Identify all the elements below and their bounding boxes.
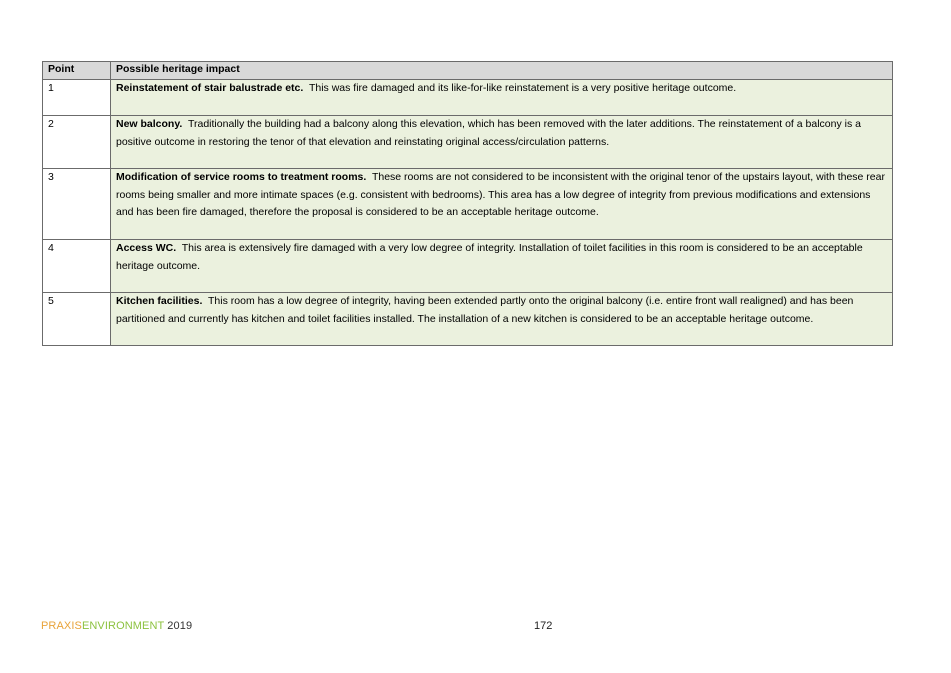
impact-lead: Reinstatement of stair balustrade etc. <box>116 82 304 94</box>
column-header-impact: Possible heritage impact <box>111 62 893 80</box>
impact-text: These rooms are not considered to be inconsistent with the original tenor of the upstairs layout, with these rear rooms being smaller and more intimate spaces (e.g. consistent with bedrooms). This area has a low degree of integrity from previous modifications and extensions and has been fire damaged, therefore the proposal is considered to be an acceptable heritage outcome. <box>116 171 885 218</box>
page-number: 172 <box>534 620 553 632</box>
impact-lead: New balcony. <box>116 118 183 130</box>
impact-text: This area is extensively fire damaged with a very low degree of integrity. Installation of toilet facilities in this room is considered to be an acceptable heritage outcome. <box>116 242 863 272</box>
footer-year: 2019 <box>167 620 193 632</box>
point-cell: 1 <box>43 80 111 116</box>
impact-cell <box>111 169 893 240</box>
brand-name-part-praxis: PRAXIS <box>41 620 82 632</box>
table-row <box>43 240 893 293</box>
impact-text: This was fire damaged and its like-for-like reinstatement is a very positive heritage outcome. <box>308 82 737 94</box>
impact-cell <box>111 80 893 116</box>
table-header-row <box>43 62 893 80</box>
point-cell: 2 <box>43 116 111 169</box>
brand-name-part-environment: ENVIRONMENT <box>81 620 165 632</box>
impact-text: Traditionally the building had a balcony along this elevation, which has been removed with the later additions. The reinstatement of a balcony is a positive outcome in restoring the tenor of that elevation and reinstating original access/circulation patterns. <box>116 118 861 148</box>
point-cell: 5 <box>43 293 111 346</box>
impact-lead: Kitchen facilities. <box>116 295 203 307</box>
column-header-point: Point <box>43 62 111 80</box>
impact-cell <box>111 293 893 346</box>
impact-lead: Access WC. <box>116 242 177 254</box>
impact-text: This room has a low degree of integrity, having been extended partly onto the original balcony (i.e. entire front wall realigned) and has been partitioned and currently has kitchen and toilet facilities installed. The installation of a new kitchen is considered to be an acceptable heritage outcome. <box>116 295 854 325</box>
table-row <box>43 293 893 346</box>
impact-cell <box>111 240 893 293</box>
impact-cell <box>111 116 893 169</box>
footer-brand <box>41 620 192 632</box>
table-row <box>43 80 893 116</box>
table-row <box>43 116 893 169</box>
table-row <box>43 169 893 240</box>
heritage-impact-table <box>42 61 893 346</box>
point-cell: 3 <box>43 169 111 240</box>
impact-lead: Modification of service rooms to treatment rooms. <box>116 171 367 183</box>
point-cell: 4 <box>43 240 111 293</box>
